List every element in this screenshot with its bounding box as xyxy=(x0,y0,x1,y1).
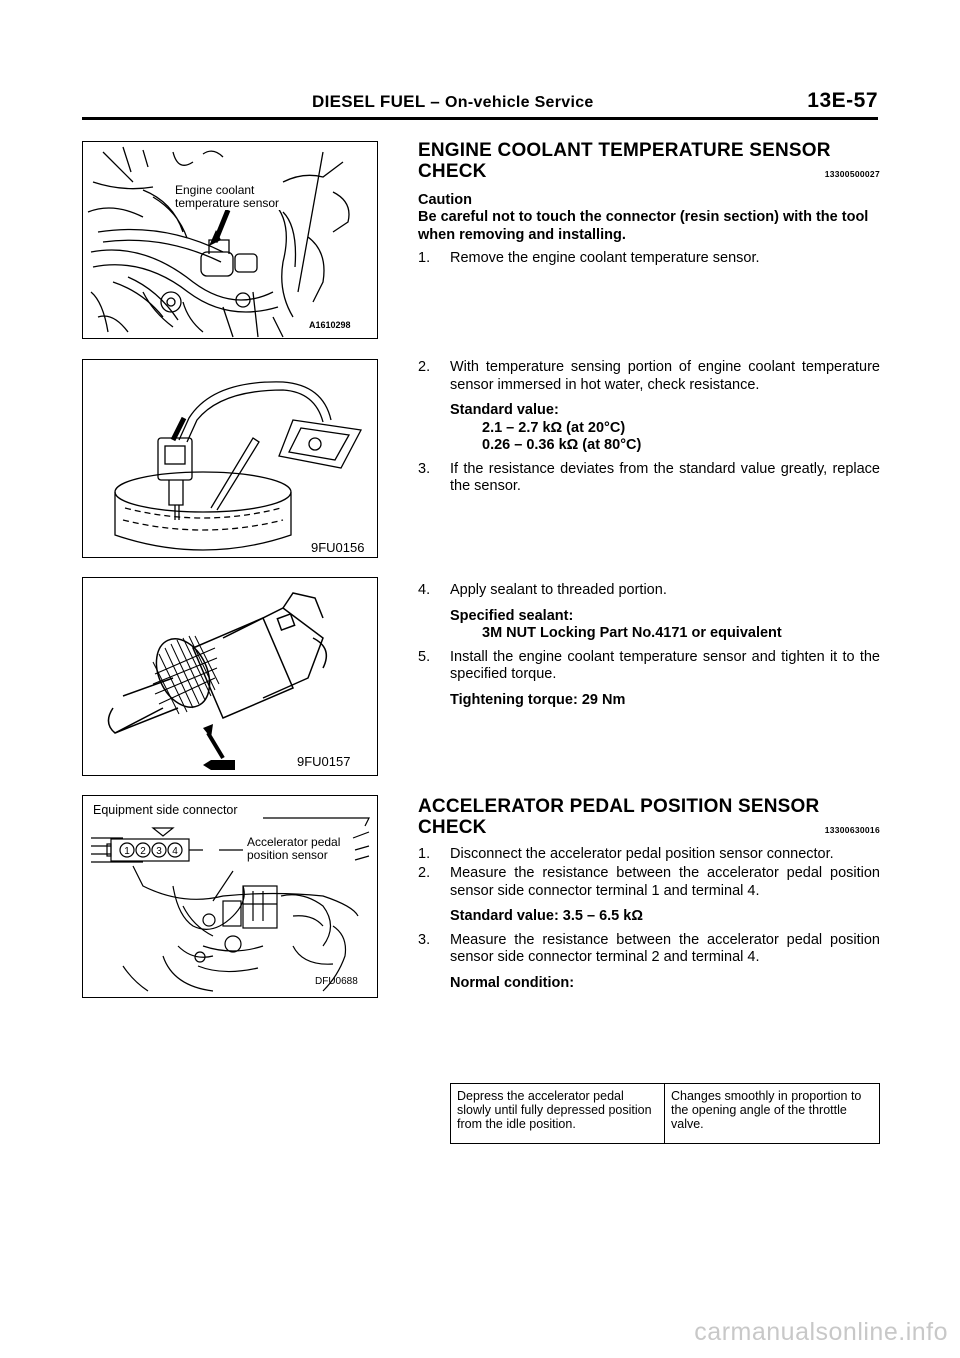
accelerator-pedal-illustration xyxy=(83,796,378,998)
ect-step: 2. With temperature sensing portion of engine coolant temperature sensor immersed in hot water, check resistance. xyxy=(418,359,880,393)
table-cell-operation: Depress the accelerator pedal slowly until fully depressed position from the idle position. xyxy=(451,1084,665,1144)
engine-bay-illustration xyxy=(83,142,378,339)
page-number: 13E-57 xyxy=(807,89,878,112)
sealant-label: Specified sealant: xyxy=(450,607,574,624)
normal-condition-label: Normal condition: xyxy=(450,974,575,991)
header-rule xyxy=(82,117,878,120)
pin-4-label: 4 xyxy=(172,846,178,857)
watermark: carmanualsonline.info xyxy=(694,1318,948,1346)
header-title: DIESEL FUEL – On-vehicle Service xyxy=(312,92,594,111)
pin-2-label: 2 xyxy=(140,846,146,857)
pin-1-label: 1 xyxy=(124,846,130,857)
apps-section: ACCELERATOR PEDAL POSITION SENSOR CHECK 13300630016 1. Disconnect the accelerator pedal position sensor connector. 2. Measure the resistance between the accelerator pedal position sensor side connector terminal 1 and terminal 4. Standard value: 3.5 – 6.5 kΩ 3. Measure the resistance between the accelerator pedal position sensor side connector terminal 2 and terminal 4. Normal condition: xyxy=(418,796,880,991)
table-cell-condition: Changes smoothly in proportion to the opening angle of the throttle valve. xyxy=(665,1084,880,1144)
equipment-side-connector-label: Equipment side connector xyxy=(93,803,238,817)
apps-section-title: ACCELERATOR PEDAL POSITION SENSOR xyxy=(418,796,820,817)
normal-condition-table xyxy=(450,1083,880,1144)
ect-step: 3. If the resistance deviates from the standard value greatly, replace the sensor. xyxy=(418,460,880,494)
ect-step: 4. Apply sealant to threaded portion. xyxy=(418,582,667,598)
std-value-80c: 0.26 – 0.36 kΩ (at 80°C) xyxy=(482,437,642,453)
page-header xyxy=(82,0,878,120)
figure-sensor-sealant xyxy=(82,577,378,776)
figure-engine-coolant-sensor-location xyxy=(82,141,378,339)
ect-section-resistance xyxy=(418,359,880,496)
ect-section-code: 13300500027 xyxy=(824,169,880,179)
figure-code: DFU0688 xyxy=(315,976,358,987)
sealant-value: 3M NUT Locking Part No.4171 or equivalent xyxy=(482,625,782,641)
std-value-20c: 2.1 – 2.7 kΩ (at 20°C) xyxy=(482,419,626,436)
hot-water-test-illustration xyxy=(83,360,378,558)
figure-code: 9FU0156 xyxy=(311,540,365,555)
figure-accelerator-pedal-sensor xyxy=(82,795,378,998)
tightening-torque: Tightening torque: 29 Nm xyxy=(450,691,626,708)
apps-std-value: Standard value: 3.5 – 6.5 kΩ xyxy=(450,908,643,924)
apps-step: 1. Disconnect the accelerator pedal position sensor connector. xyxy=(418,845,834,862)
caution-heading: Caution xyxy=(418,191,472,208)
table-row xyxy=(451,1084,880,1144)
ect-step: 1. Remove the engine coolant temperature sensor. xyxy=(418,250,760,266)
ect-step: 5. Install the engine coolant temperature sensor and tighten it to the specified torque. xyxy=(418,648,880,682)
apps-section-code: 13300630016 xyxy=(824,825,880,835)
ect-section-top: ENGINE COOLANT TEMPERATURE SENSOR CHECK 13300500027 Caution Be careful not to touch the connector (resin section) with the tool when removing and installing. 1. Remove the engine coolant temperature sensor. xyxy=(418,140,880,266)
ect-section-install xyxy=(418,582,880,709)
engine-coolant-sensor-label: Engine coolant temperature sensor xyxy=(175,183,280,210)
pin-3-label: 3 xyxy=(156,846,162,857)
apps-step: 2. Measure the resistance between the accelerator pedal position sensor side connector terminal 1 and terminal 4. xyxy=(418,865,880,899)
figure-code: A1610298 xyxy=(309,320,351,330)
ect-section-title: ENGINE COOLANT TEMPERATURE SENSOR xyxy=(418,140,831,161)
header-subtitle: On-vehicle Service xyxy=(445,94,594,111)
accelerator-pedal-sensor-label: Accelerator pedal position sensor xyxy=(247,835,341,862)
sensor-thread-illustration xyxy=(83,578,378,776)
figure-code: 9FU0157 xyxy=(297,754,351,769)
caution-text: Be careful not to touch the connector (resin section) with the tool when removing and installing. xyxy=(418,209,869,243)
apps-step: 3. Measure the resistance between the accelerator pedal position sensor side connector terminal 2 and terminal 4. xyxy=(418,931,880,965)
std-value-label: Standard value: xyxy=(450,402,559,418)
figure-sensor-in-hot-water xyxy=(82,359,378,558)
